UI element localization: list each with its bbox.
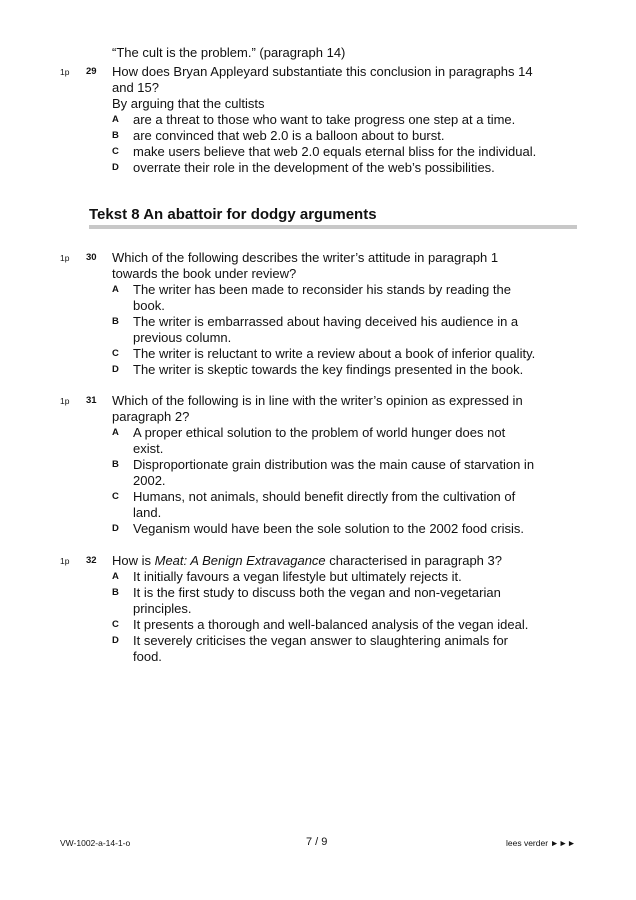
footer-exam-code: VW-1002-a-14-1-o xyxy=(60,838,131,848)
q31-option-b-letter: B xyxy=(112,459,119,470)
q30-option-a-text-cont: book. xyxy=(133,298,165,313)
q32-number: 32 xyxy=(86,555,97,566)
section-title: Tekst 8 An abattoir for dodgy arguments xyxy=(89,206,377,223)
q30-option-b-text-cont: previous column. xyxy=(133,330,232,345)
q31-option-c-text-cont: land. xyxy=(133,505,162,520)
q29-option-b-letter: B xyxy=(112,130,119,141)
q29-stem-line-2: and 15? xyxy=(112,80,159,95)
q30-option-b-letter: B xyxy=(112,316,119,327)
q30-option-c-text: The writer is reluctant to write a review about a book of inferior quality. xyxy=(133,346,536,361)
q31-points: 1p xyxy=(60,396,70,406)
q32-option-a-letter: A xyxy=(112,571,119,582)
q31-option-b-text: Disproportionate grain distribution was the main cause of starvation in xyxy=(133,457,535,472)
q31-option-b-text-cont: 2002. xyxy=(133,473,166,488)
q30-option-d-text: The writer is skeptic towards the key findings presented in the book. xyxy=(133,362,524,377)
q29-option-a-letter: A xyxy=(112,114,119,125)
q29-option-c-letter: C xyxy=(112,146,119,157)
q32-points: 1p xyxy=(60,556,70,566)
q31-stem-line-2: paragraph 2? xyxy=(112,409,190,424)
q29-stem-line-1: How does Bryan Appleyard substantiate this conclusion in paragraphs 14 xyxy=(112,64,533,79)
q32-option-c-text: It presents a thorough and well-balanced analysis of the vegan ideal. xyxy=(133,617,529,632)
q31-number: 31 xyxy=(86,395,97,406)
q30-option-a-text: The writer has been made to reconsider his stands by reading the xyxy=(133,282,511,297)
q32-option-c-letter: C xyxy=(112,619,119,630)
footer-page-number: 7 / 9 xyxy=(306,836,328,848)
q29-number: 29 xyxy=(86,66,97,77)
q30-number: 30 xyxy=(86,252,97,263)
q32-stem xyxy=(112,553,502,569)
q30-option-b-text: The writer is embarrassed about having deceived his audience in a xyxy=(133,314,519,329)
footer-continue-label: lees verder ►►► xyxy=(506,838,576,848)
q30-stem-line-1: Which of the following describes the writer’s attitude in paragraph 1 xyxy=(112,250,499,265)
q32-option-a-text: It initially favours a vegan lifestyle but ultimately rejects it. xyxy=(133,569,462,584)
q32-option-b-text-cont: principles. xyxy=(133,601,192,616)
q29-option-c-text: make users believe that web 2.0 equals eternal bliss for the individual. xyxy=(133,144,537,159)
q29-quote: “The cult is the problem.” (paragraph 14) xyxy=(112,45,346,60)
q32-stem-book-title: Meat: A Benign Extravagance xyxy=(154,553,326,568)
q29-option-d-letter: D xyxy=(112,162,119,173)
q31-option-a-letter: A xyxy=(112,427,119,438)
q32-stem-pre: How is xyxy=(112,553,155,568)
q30-option-c-letter: C xyxy=(112,348,119,359)
q30-option-d-letter: D xyxy=(112,364,119,375)
q29-option-b-text: are convinced that web 2.0 is a balloon about to burst. xyxy=(133,128,445,143)
q32-option-d-text-cont: food. xyxy=(133,649,162,664)
q29-option-d-text: overrate their role in the development of the web’s possibilities. xyxy=(133,160,495,175)
q32-option-d-letter: D xyxy=(112,635,119,646)
q29-points: 1p xyxy=(60,67,70,77)
q31-option-d-text: Veganism would have been the sole solution to the 2002 food crisis. xyxy=(133,521,524,536)
q30-points: 1p xyxy=(60,253,70,263)
q31-option-c-letter: C xyxy=(112,491,119,502)
q32-option-d-text: It severely criticises the vegan answer to slaughtering animals for xyxy=(133,633,509,648)
q31-option-d-letter: D xyxy=(112,523,119,534)
q31-option-a-text: A proper ethical solution to the problem of world hunger does not xyxy=(133,425,506,440)
q30-option-a-letter: A xyxy=(112,284,119,295)
q31-option-a-text-cont: exist. xyxy=(133,441,164,456)
section-divider xyxy=(89,225,577,229)
q32-stem-post: characterised in paragraph 3? xyxy=(325,553,502,568)
q32-option-b-letter: B xyxy=(112,587,119,598)
q31-option-c-text: Humans, not animals, should benefit directly from the cultivation of xyxy=(133,489,516,504)
q30-stem-line-2: towards the book under review? xyxy=(112,266,297,281)
q32-option-b-text: It is the first study to discuss both the vegan and non-vegetarian xyxy=(133,585,501,600)
q29-lead: By arguing that the cultists xyxy=(112,96,265,111)
q31-stem-line-1: Which of the following is in line with the writer’s opinion as expressed in xyxy=(112,393,523,408)
q29-option-a-text: are a threat to those who want to take progress one step at a time. xyxy=(133,112,516,127)
